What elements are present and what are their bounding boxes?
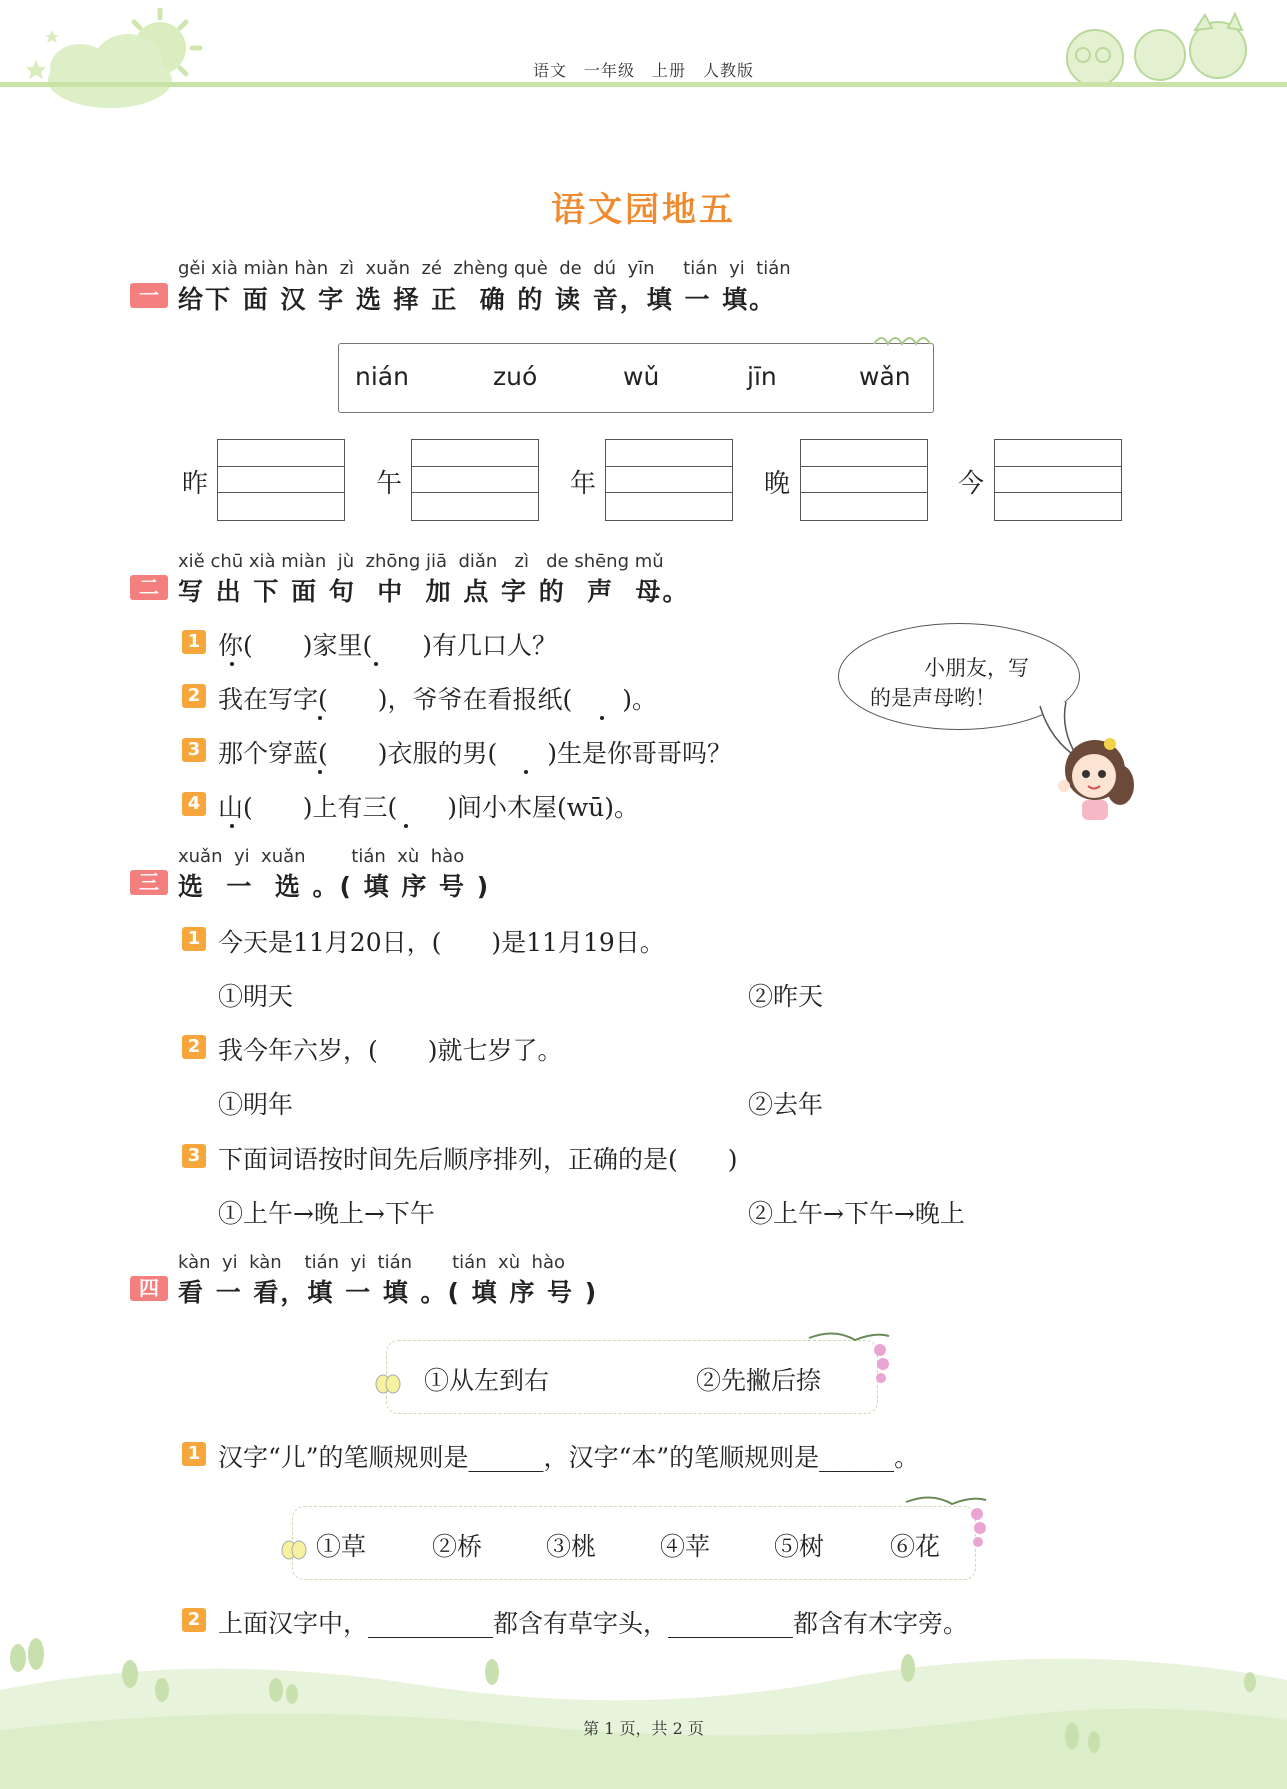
character-option: ②桥 [432, 1532, 483, 1561]
section4-pinyin: kàn yi kàn tián yi tián tián xù hào [178, 1252, 565, 1273]
question-text: 我今年六岁，( )就七岁了。 [218, 1036, 563, 1065]
question-text: 山( )上有三( )间小木屋(wū)。 [218, 793, 640, 822]
character-option: ①草 [316, 1532, 367, 1561]
emphasis-dot [524, 770, 528, 774]
section1-pinyin: gěi xià miàn hàn zì xuǎn zé zhèng què de dú yīn tián yi tián [178, 258, 791, 279]
emphasis-dot [318, 770, 322, 774]
question-text: 上面汉字中，__________都含有草字头，__________都含有木字旁。 [218, 1609, 969, 1638]
section1-heading: 给下 面 汉 字 选 择 正 确 的 读 音，填 一 填。 [178, 285, 777, 314]
section2-badge: 二 [130, 575, 168, 600]
char-label: 午 [376, 469, 403, 499]
pinyin-writing-grid[interactable] [605, 439, 733, 521]
section3-pinyin: xuǎn yi xuǎn tián xù hào [178, 846, 465, 867]
flower-vine-icon [805, 1328, 895, 1388]
item-number-badge: 1 [182, 630, 206, 654]
girl-character-icon [1050, 730, 1140, 822]
question-text: 汉字“儿”的笔顺规则是______，汉字“本”的笔顺规则是______。 [218, 1443, 920, 1472]
character-option: ④苹 [660, 1532, 711, 1561]
question-text: 下面词语按时间先后顺序排列，正确的是( ) [218, 1145, 738, 1174]
item-number-badge: 2 [182, 1608, 206, 1632]
footer-hills-decoration [0, 1630, 1287, 1789]
emphasis-dot [230, 824, 234, 828]
grass-icon [872, 330, 932, 346]
question-text: 那个穿蓝( )衣服的男( )生是你哥哥吗？ [218, 739, 733, 768]
page-title: 语文园地五 [551, 190, 736, 230]
section3-badge: 三 [130, 870, 168, 895]
answer-option[interactable]: ①上午→晚上→下午 [218, 1199, 435, 1228]
char-label: 晚 [764, 469, 791, 499]
answer-option[interactable]: ②去年 [748, 1090, 824, 1119]
answer-option[interactable]: ①明年 [218, 1090, 294, 1119]
question-text: 你( )家里( )有几口人？ [218, 631, 558, 660]
item-number-badge: 2 [182, 1035, 206, 1059]
item-number-badge: 1 [182, 1442, 206, 1466]
answer-option[interactable]: ②上午→下午→晚上 [748, 1199, 965, 1228]
item-number-badge: 3 [182, 738, 206, 762]
pinyin-writing-grid[interactable] [994, 439, 1122, 521]
section4-heading: 看 一 看，填 一 填 。( 填 序 号 ) [178, 1278, 599, 1307]
character-options-box [292, 1506, 976, 1580]
bubble-text-line2: 的是声母哟！ [870, 686, 996, 710]
pinyin-options-box [338, 343, 934, 413]
bubble-text-line1: 小朋友，写 [924, 656, 1029, 680]
pinyin-option: jīn [747, 362, 777, 391]
char-label: 昨 [182, 469, 209, 499]
pinyin-option: wǔ [623, 362, 660, 391]
section3-heading: 选 一 选 。( 填 序 号 ) [178, 872, 491, 901]
emphasis-dot [374, 662, 378, 666]
section2-heading: 写 出 下 面 句 中 加 点 字 的 声 母。 [178, 577, 690, 606]
pinyin-writing-grid[interactable] [800, 439, 928, 521]
section4-badge: 四 [130, 1276, 168, 1301]
emphasis-dot [318, 716, 322, 720]
character-option: ③桃 [546, 1532, 597, 1561]
emphasis-dot [404, 824, 408, 828]
answer-option[interactable]: ②昨天 [748, 982, 824, 1011]
question-text: 今天是11月20日，( )是11月19日。 [218, 928, 665, 957]
header-text: 语文 一年级 上册 人教版 [532, 61, 754, 80]
item-number-badge: 2 [182, 684, 206, 708]
char-label: 年 [570, 469, 597, 499]
pinyin-writing-grid[interactable] [411, 439, 539, 521]
header-line [0, 82, 1287, 87]
char-label: 今 [958, 469, 985, 499]
character-option: ⑤树 [774, 1532, 825, 1561]
flower-vine-icon [902, 1492, 992, 1552]
item-number-badge: 3 [182, 1144, 206, 1168]
character-option: ⑥花 [890, 1532, 941, 1561]
item-number-badge: 4 [182, 792, 206, 816]
item-number-badge: 1 [182, 927, 206, 951]
emphasis-dot [600, 716, 604, 720]
stroke-rule-option: ①从左到右 [424, 1366, 550, 1395]
page-footer: 第 1 页，共 2 页 [583, 1719, 704, 1738]
question-text: 我在写字( )，爷爷在看报纸( )。 [218, 685, 658, 714]
section2-pinyin: xiě chū xià miàn jù zhōng jiā diǎn zì de shēng mǔ [178, 551, 664, 572]
stroke-rule-option: ②先撇后捺 [696, 1366, 822, 1395]
butterfly-icon [374, 1372, 402, 1398]
emphasis-dot [230, 662, 234, 666]
pinyin-option: wǎn [859, 362, 911, 391]
section1-badge: 一 [130, 283, 168, 308]
pinyin-option: zuó [493, 362, 538, 391]
butterfly-icon [280, 1538, 308, 1564]
answer-option[interactable]: ①明天 [218, 982, 294, 1011]
pinyin-writing-grid[interactable] [217, 439, 345, 521]
pinyin-option: nián [355, 362, 409, 391]
